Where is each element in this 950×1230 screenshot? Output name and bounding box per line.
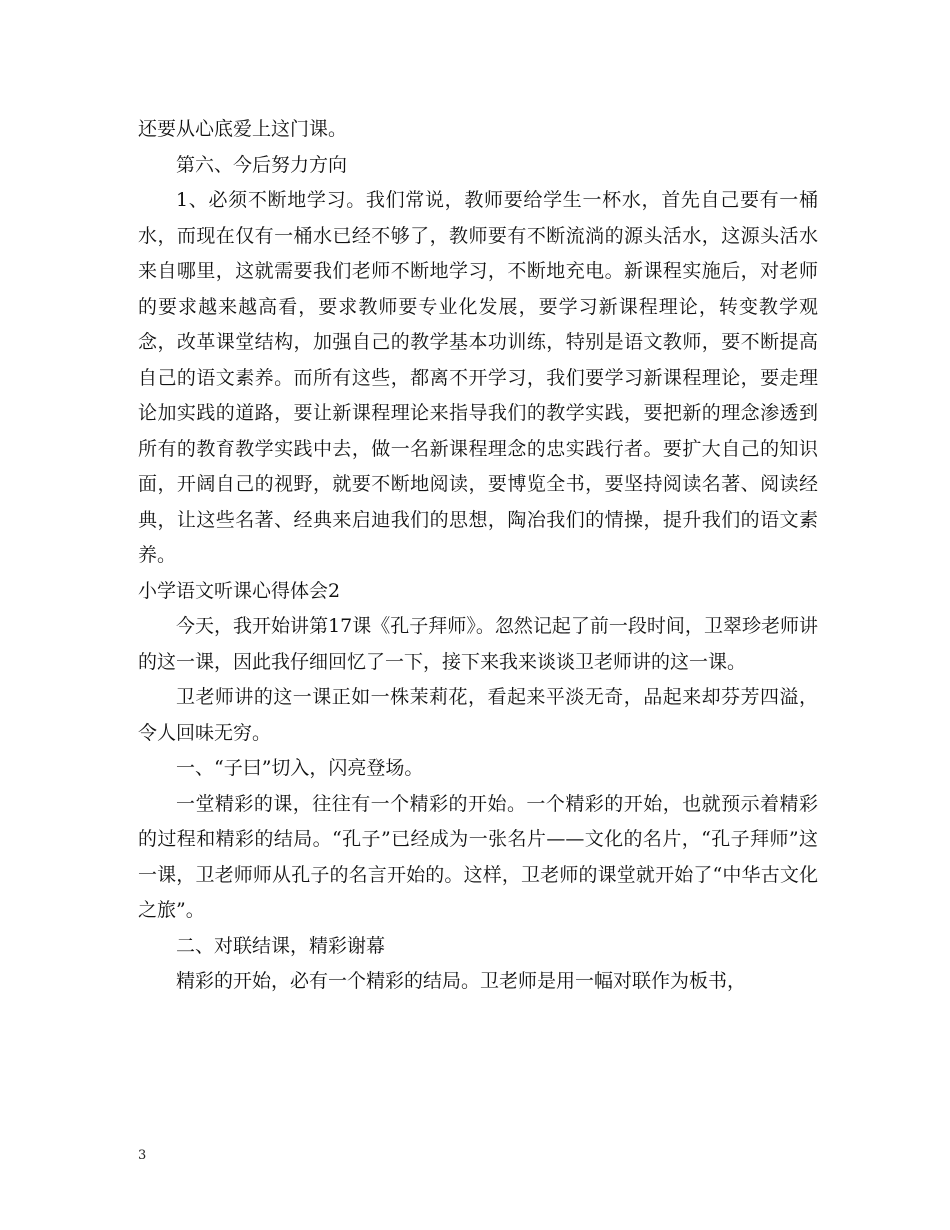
document-body	[138, 112, 818, 1000]
paragraph: 今天，我开始讲第17课《孔子拜师》。忽然记起了前一段时间，卫翠珍老师讲的这一课，因此我仔细回忆了一下，接下来我来谈谈卫老师讲的这一课。	[138, 615, 818, 673]
section-heading: 一、“子曰”切入，闪亮登场。	[176, 757, 424, 779]
section-heading: 二、对联结课，精彩谢幕	[176, 934, 386, 957]
section-heading: 第六、今后努力方向	[176, 153, 348, 176]
paragraph: 精彩的开始，必有一个精彩的结局。卫老师是用一幅对联作为板书，	[176, 970, 747, 992]
paragraph: 还要从心底爱上这门课。	[138, 118, 348, 140]
paragraph: 一堂精彩的课，往往有一个精彩的开始。一个精彩的开始，也就预示着精彩的过程和精彩的结局。“孔子”已经成为一张名片——文化的名片，“孔子拜师”这一课，卫老师师从孔子的名言开始的。这样，卫老师的课堂就开始了“中华古文化之旅”。	[138, 792, 818, 921]
paragraph: 卫老师讲的这一课正如一株茉莉花，看起来平淡无奇，品起来却芬芳四溢，令人回味无穷。	[138, 686, 818, 744]
article-title: 小学语文听课心得体会2	[138, 579, 341, 602]
paragraph: 1、必须不断地学习。我们常说，教师要给学生一杯水，首先自己要有一桶水，而现在仅有一桶水已经不够了，教师要有不断流淌的源头活水，这源头活水来自哪里，这就需要我们老师不断地学习，不断地充电。新课程实施后，对老师的要求越来越高看，要求教师要专业化发展，要学习新课程理论，转变教学观念，改革课堂结构，加强自己的教学基本功训练，特别是语文教师，要不断提高自己的语文素养。而所有这些，都离不开学习，我们要学习新课程理论，要走理论加实践的道路，要让新课程理论来指导我们的教学实践，要把新的理念渗透到所有的教育教学实践中去，做一名新课程理念的忠实践行者。要扩大自己的知识面，开阔自己的视野，就要不断地阅读，要博览全书，要坚持阅读名著、阅读经典，让这些名著、经典来启迪我们的思想，陶冶我们的情操，提升我们的语文素养。	[138, 189, 818, 566]
page-number: 3	[138, 1148, 147, 1163]
